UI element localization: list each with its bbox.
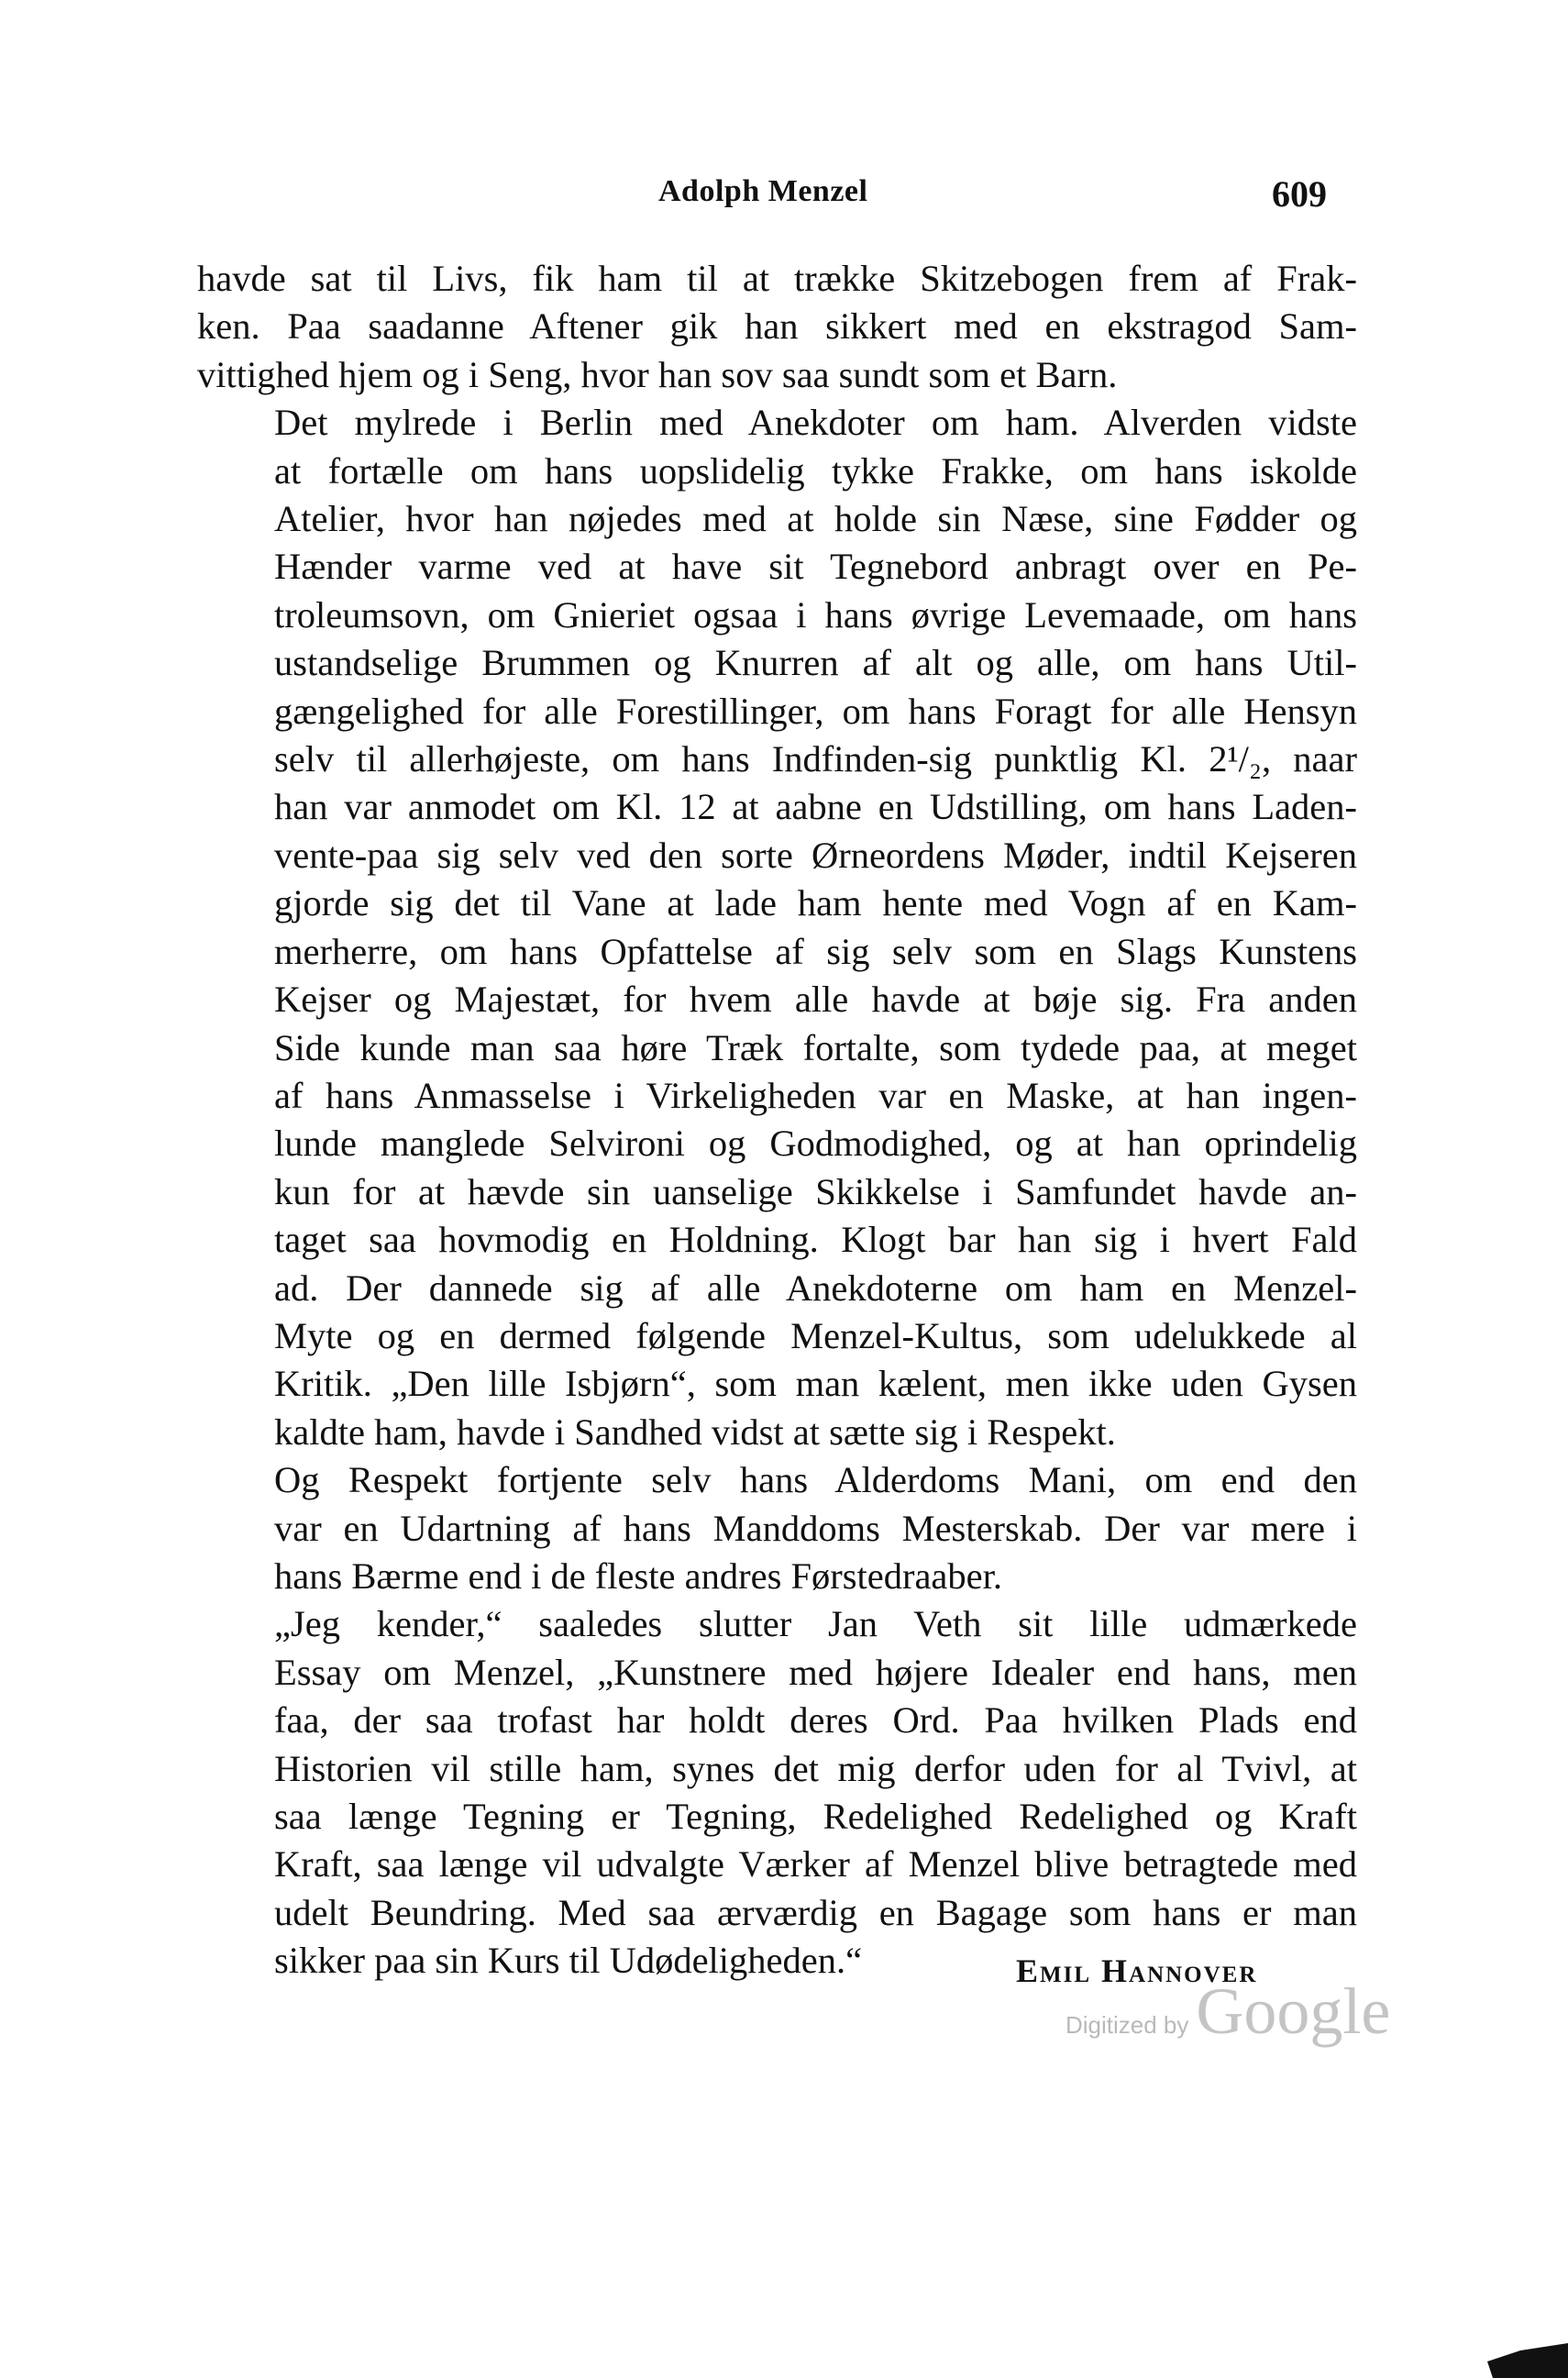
text-line: kaldte ham, havde i Sandhed vidst at sætte sig i Respekt. <box>274 1410 1116 1453</box>
text-line: taget saa hovmodig en Holdning. Klogt bar han sig i hvert Fald <box>274 1219 1357 1261</box>
running-header: Adolph Menzel <box>658 174 868 208</box>
text-line: Essay om Menzel, „Kunstnere med højere Idealer end hans, men <box>274 1651 1357 1693</box>
text-line: ustandselige Brummen og Knurren af alt og alle, om hans Util- <box>274 642 1357 684</box>
text-line: lunde manglede Selvironi og Godmodighed, og at han oprindelig <box>274 1123 1357 1165</box>
page-corner-mark <box>1484 2334 1568 2378</box>
author-signature: Emil Hannover <box>1016 1952 1258 1989</box>
text-line: gjorde sig det til Vane at lade ham hente med Vogn af en Kam- <box>274 882 1357 924</box>
text-line: at fortælle om hans uopslidelig tykke Frakke, om hans iskolde <box>274 449 1357 492</box>
text-line: han var anmodet om Kl. 12 at aabne en Udstilling, om hans Laden- <box>274 786 1357 828</box>
text-line: Historien vil stille ham, synes det mig derfor uden for al Tvivl, at <box>274 1747 1357 1789</box>
text-line: ken. Paa saadanne Aftener gik han sikkert med en ekstragod Sam- <box>197 305 1357 348</box>
text-line: „Jeg kender,“ saaledes slutter Jan Veth sit lille udmærkede <box>274 1603 1357 1645</box>
digitized-by-label: Digitized by <box>1066 2011 1189 2039</box>
body-text <box>197 255 1357 1985</box>
text-line: Myte og en dermed følgende Menzel-Kultus, som udelukkede al <box>274 1314 1357 1356</box>
text-line: merherre, om hans Opfattelse af sig selv som en Slags Kunstens <box>274 930 1357 972</box>
text-line: vente-paa sig selv ved den sorte Ørneordens Møder, indtil Kejseren <box>274 834 1357 876</box>
text-line: troleumsovn, om Gnieriet ogsaa i hans øvrige Levemaade, om hans <box>274 593 1357 636</box>
text-line: saa længe Tegning er Tegning, Redelighed Redelighed og Kraft <box>274 1796 1357 1837</box>
paragraph-1 <box>197 255 1357 399</box>
text-line: faa, der saa trofast har holdt deres Ord. Paa hvilken Plads end <box>274 1699 1357 1742</box>
text-line: sikker paa sin Kurs til Udødeligheden.“ <box>274 1940 863 1982</box>
text-line: Kritik. „Den lille Isbjørn“, som man kælent, men ikke uden Gysen <box>274 1363 1357 1405</box>
text-line: Hænder varme ved at have sit Tegnebord anbragt over en Pe- <box>274 546 1357 588</box>
text-line: var en Udartning af hans Manddoms Mesterskab. Der var mere i <box>274 1507 1357 1549</box>
page-number: 609 <box>1272 173 1327 215</box>
text-line: havde sat til Livs, fik ham til at trække Skitzebogen frem af Frak- <box>197 258 1357 299</box>
digitized-by-google-watermark <box>1066 1974 1390 2050</box>
text-line: selv til allerhøjeste, om hans Indfinden-sig punktlig Kl. 2¹/₂, naar <box>274 738 1357 780</box>
text-line: kun for at hævde sin uanselige Skikkelse i Samfundet havde an- <box>274 1170 1357 1212</box>
text-line: hans Bærme end i de fleste andres Førstedraaber. <box>274 1554 1003 1597</box>
text-line: vittighed hjem og i Seng, hvor han sov saa sundt som et Barn. <box>197 353 1118 395</box>
paragraph-2 <box>197 399 1357 1456</box>
text-line: af hans Anmasselse i Virkeligheden var en Maske, at han ingen- <box>274 1074 1357 1116</box>
text-line: Kejser og Majestæt, for hvem alle havde at bøje sig. Fra anden <box>274 979 1357 1021</box>
text-line: udelt Beundring. Med saa ærværdig en Bagage som hans er man <box>274 1891 1357 1933</box>
text-line: Kraft, saa længe vil udvalgte Værker af Menzel blive betragtede med <box>274 1843 1357 1886</box>
paragraph-4 <box>197 1600 1357 1985</box>
text-line: Det mylrede i Berlin med Anekdoter om ham. Alverden vidste <box>274 402 1357 444</box>
text-line: Og Respekt fortjente selv hans Alderdoms Mani, om end den <box>274 1459 1357 1501</box>
text-line: Side kunde man saa høre Træk fortalte, som tydede paa, at meget <box>274 1026 1357 1068</box>
paragraph-3 <box>197 1456 1357 1600</box>
text-line: Atelier, hvor han nøjedes med at holde sin Næse, sine Fødder og <box>274 498 1357 540</box>
text-line: gængelighed for alle Forestillinger, om hans Foragt for alle Hensyn <box>274 690 1357 732</box>
google-logo: Google <box>1196 1974 1391 2048</box>
text-line: ad. Der dannede sig af alle Anekdoterne om ham en Menzel- <box>274 1266 1357 1309</box>
